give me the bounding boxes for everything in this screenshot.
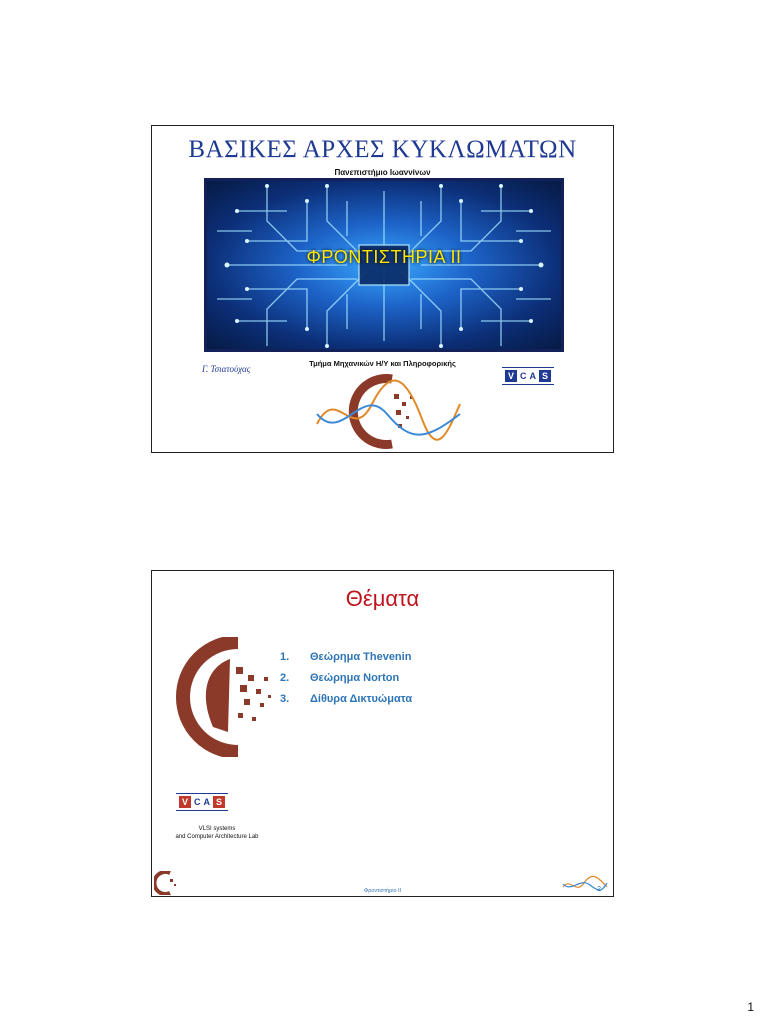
- vcas-letter: V: [179, 796, 191, 808]
- vcas-letter: V: [505, 370, 517, 382]
- vcas-letter: C: [194, 797, 201, 807]
- vcas-letter: S: [539, 370, 551, 382]
- vcas-letter: S: [213, 796, 225, 808]
- list-item: 3. Δίθυρα Δικτυώματα: [280, 693, 413, 705]
- topics-list: [280, 647, 412, 710]
- slide-footer: Φροντιστήριο ΙΙ: [363, 888, 402, 894]
- vcas-letter: A: [529, 371, 536, 381]
- circuit-banner: [204, 178, 564, 352]
- slide-1-title: ΒΑΣΙΚΕΣ ΑΡΧΕΣ ΚΥΚΛΩΜΑΤΩΝ: [188, 136, 577, 163]
- list-item: 2. Θεώρημα Norton: [280, 672, 400, 684]
- university-emblem-icon: [168, 637, 278, 757]
- slide-2-title: Θέματα: [345, 586, 420, 611]
- university-label: Πανεπιστήμιο Ιωαννίνων: [334, 168, 431, 177]
- banner-title: ΦΡΟΝΤΙΣΤΗΡΙΑ ΙΙ: [306, 247, 462, 267]
- vcas-logo-small: [176, 793, 228, 811]
- slide-1: [151, 125, 614, 453]
- vcas-letter: A: [203, 797, 210, 807]
- footer-wave-icon: [562, 875, 608, 895]
- slide-page-number: 2: [597, 886, 601, 893]
- author-signature: Γ. Τσιατούχας: [202, 364, 251, 374]
- slide-2: [151, 570, 614, 897]
- department-emblem-icon: [312, 374, 462, 449]
- vcas-logo: [502, 367, 554, 385]
- department-label: Τμήμα Μηχανικών Η/Υ και Πληροφορικής: [309, 359, 456, 368]
- vcas-letter: C: [520, 371, 527, 381]
- list-item: 1. Θεώρημα Thevenin: [280, 651, 412, 663]
- lab-name: VLSI systems and Computer Architecture Lab: [175, 826, 259, 840]
- page-number: 1: [747, 1000, 754, 1014]
